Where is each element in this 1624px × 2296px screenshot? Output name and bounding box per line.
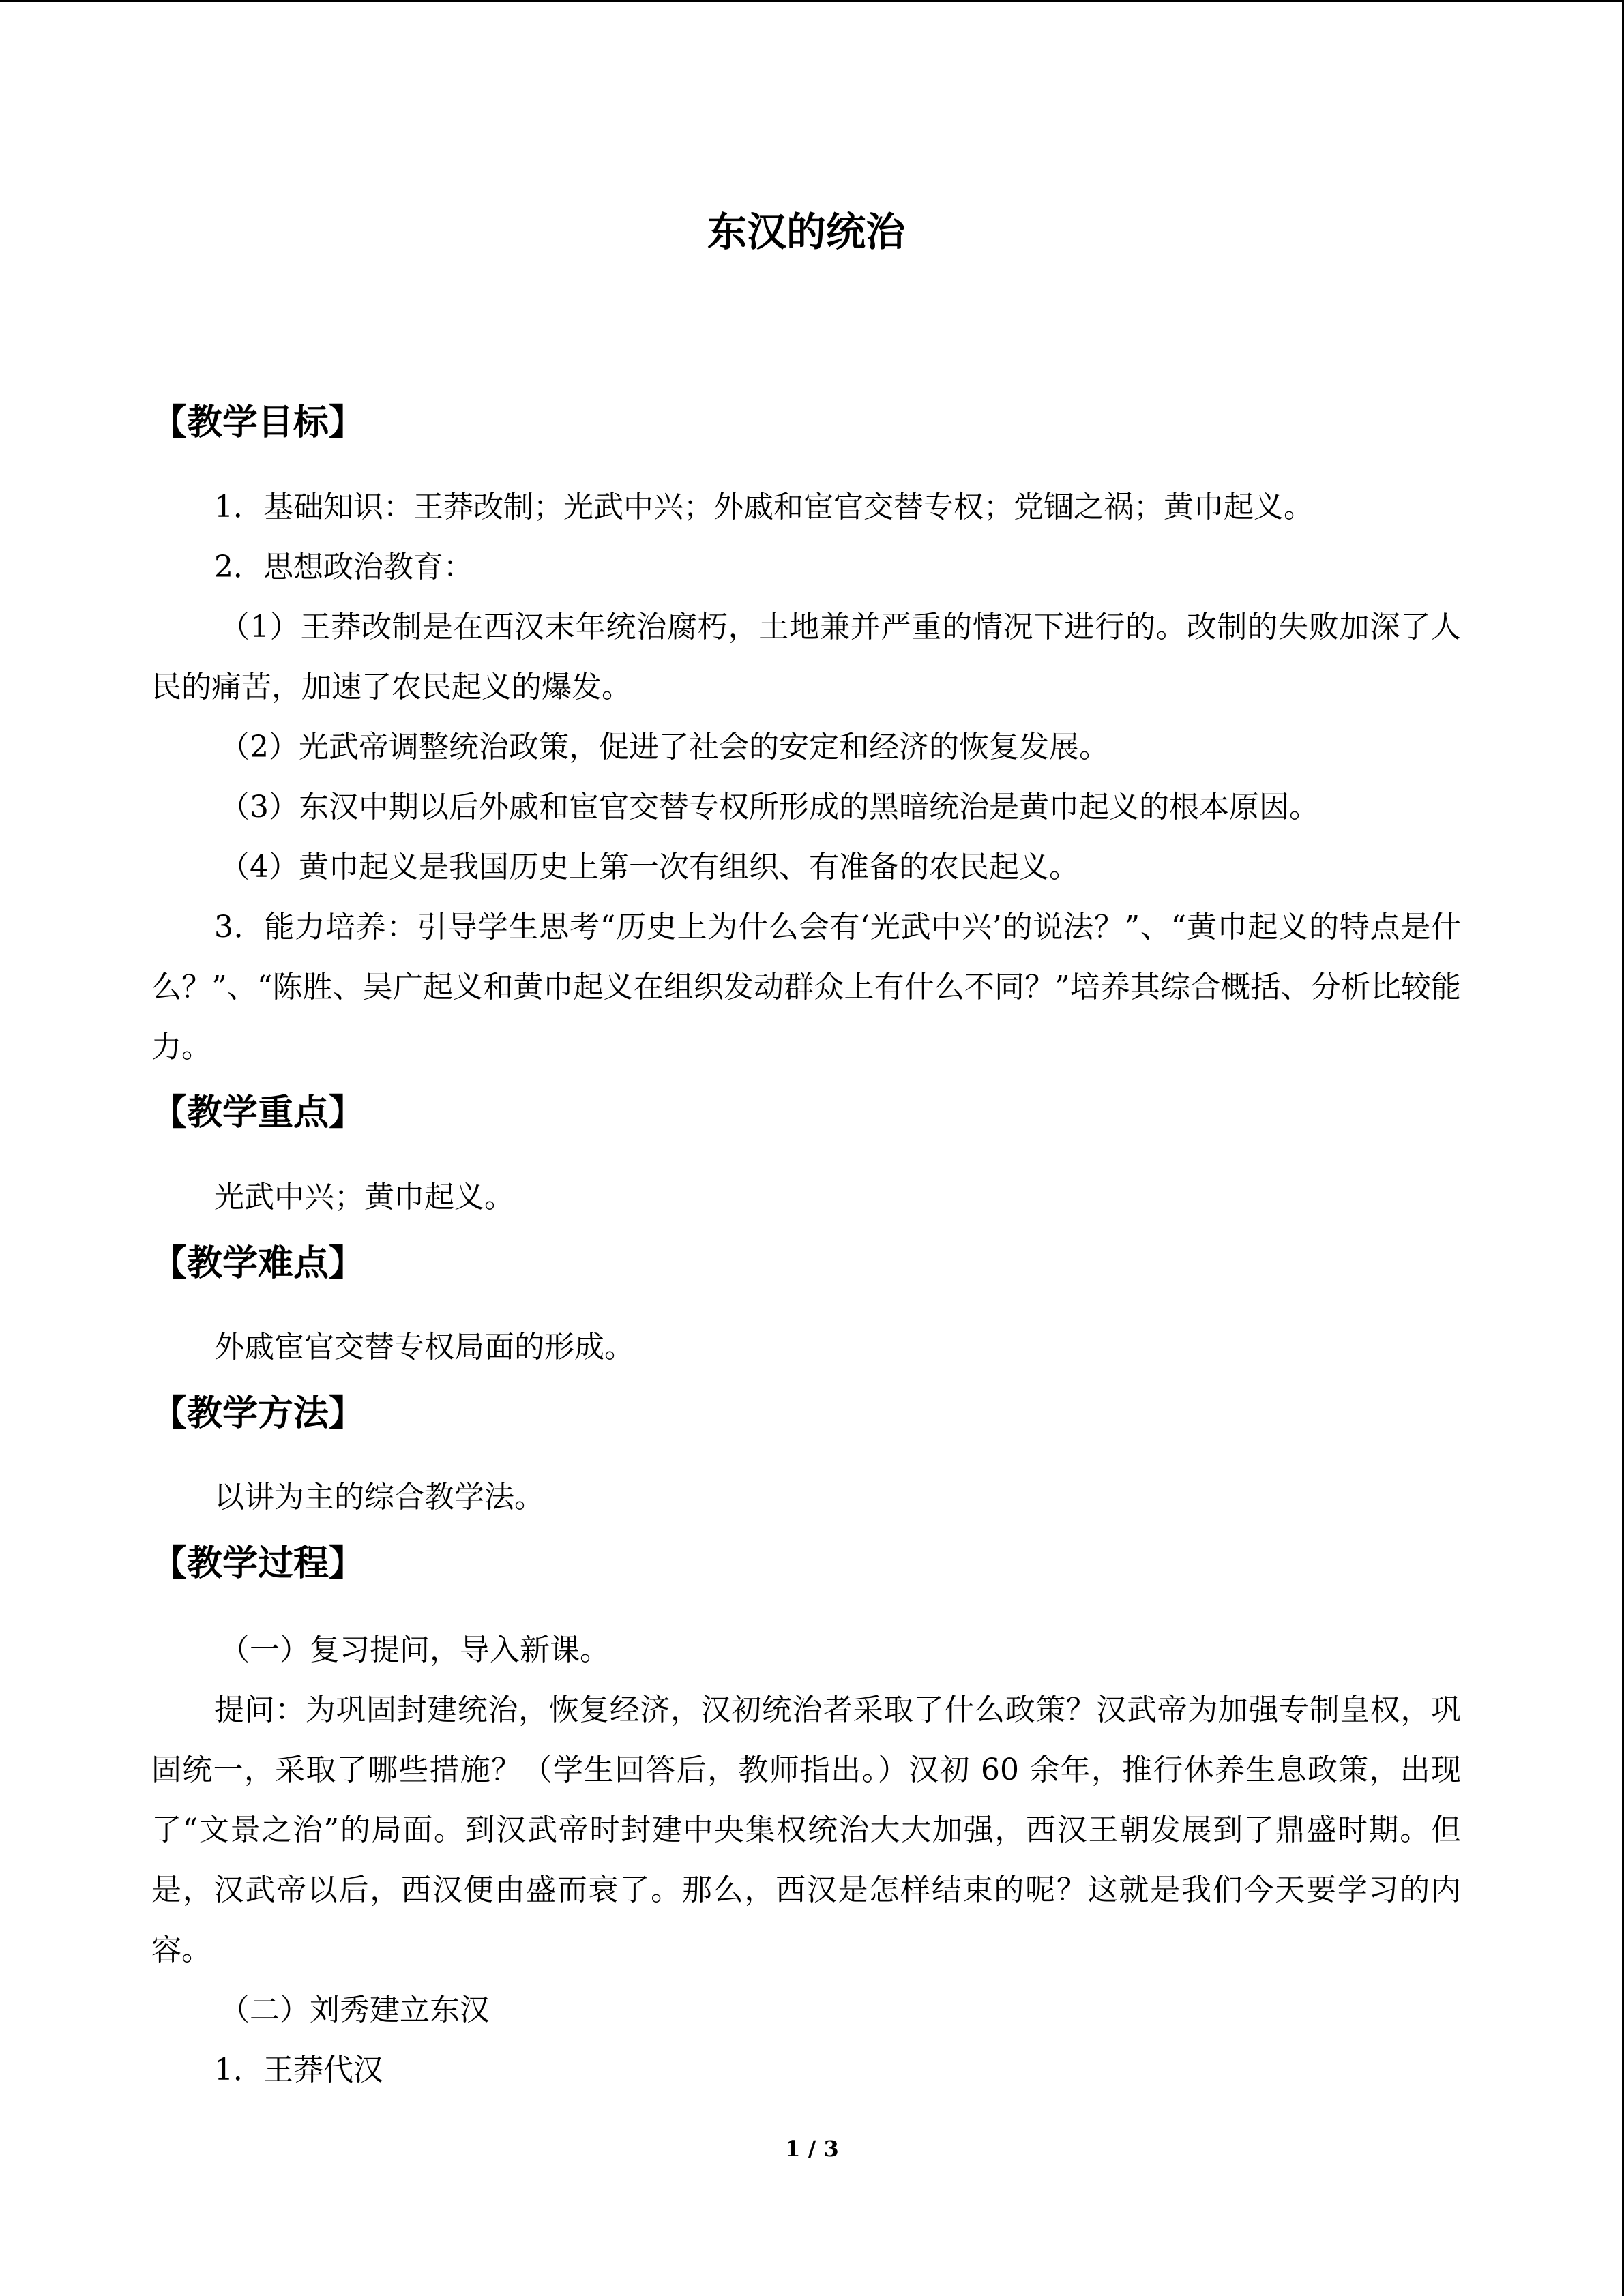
- objective-item-3: 3．能力培养：引导学生思考“历史上为什么会有‘光武中兴’的说法？”、“黄巾起义的特点是什么？”、“陈胜、吴广起义和黄巾起义在组织发动群众上有什么不同？”培养其综合概括、分析比较能力。: [151, 910, 1461, 1064]
- objective-item-2-4: （4）黄巾起义是我国历史上第一次有组织、有准备的农民起义。: [220, 850, 1079, 884]
- difficulties-text: 外戚宦官交替专权局面的形成。: [214, 1330, 634, 1365]
- heading-key-points: 【教学重点】: [151, 1092, 365, 1133]
- process-item-1: （一）复习提问，导入新课。: [220, 1632, 610, 1667]
- page-indicator: 1 / 3: [785, 2136, 839, 2162]
- heading-process: 【教学过程】: [151, 1543, 365, 1584]
- document-title: 东汉的统治: [707, 209, 905, 255]
- process-item-4: 1．王莽代汉: [214, 2053, 383, 2087]
- key-points-text: 光武中兴；黄巾起义。: [214, 1180, 514, 1214]
- heading-methods: 【教学方法】: [151, 1393, 365, 1434]
- objective-item-2-1: （1）王莽改制是在西汉末年统治腐朽，土地兼并严重的情况下进行的。改制的失败加深了人民的痛苦，加速了农民起义的爆发。: [151, 610, 1461, 704]
- process-item-3: （二）刘秀建立东汉: [220, 1993, 490, 2027]
- page-border-top: [0, 0, 1624, 2]
- heading-objectives: 【教学目标】: [151, 402, 365, 443]
- objective-item-2-2: （2）光武帝调整统治政策，促进了社会的安定和经济的恢复发展。: [220, 730, 1109, 764]
- heading-difficulties: 【教学难点】: [151, 1243, 365, 1284]
- objective-item-2-3: （3）东汉中期以后外戚和宦官交替专权所形成的黑暗统治是黄巾起义的根本原因。: [220, 790, 1319, 824]
- process-item-2: 提问：为巩固封建统治，恢复经济，汉初统治者采取了什么政策？汉武帝为加强专制皇权，巩固统一，采取了哪些措施？（学生回答后，教师指出。）汉初 60 余年，推行休养生息政策，出现了“文景之治”的局面。到汉武帝时封建中央集权统治大大加强，西汉王朝发展到了鼎盛时期。但是，汉武帝以后，西汉便由盛而衰了。那么，西汉是怎样结束的呢？这就是我们今天要学习的内容。: [151, 1693, 1461, 1967]
- objective-item-2: 2．思想政治教育：: [214, 550, 473, 584]
- methods-text: 以讲为主的综合教学法。: [214, 1480, 544, 1515]
- objective-item-1: 1．基础知识：王莽改制；光武中兴；外戚和宦官交替专权；党锢之祸；黄巾起义。: [214, 490, 1314, 524]
